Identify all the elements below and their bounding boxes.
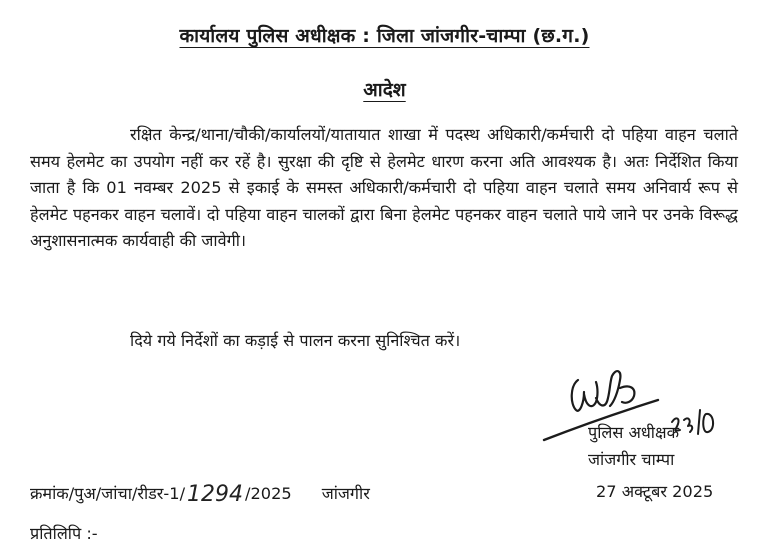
office-title: कार्यालय पुलिस अधीक्षक : जिला जांजगीर-चाम्पा (छ.ग.) (179, 25, 590, 47)
reference-number: 1294 (187, 482, 244, 507)
reference-prefix: क्रमांक/पुअ/जांचा/रीडर-1/ (30, 484, 186, 503)
reference-suffix: /2025 (245, 484, 292, 503)
reference-line (30, 480, 370, 505)
order-paragraph (30, 122, 738, 255)
copy-to-label: प्रतिलिपि :- (30, 524, 98, 543)
order-date: 27 अक्टूबर 2025 (596, 482, 714, 501)
order-paragraph-text: रक्षित केन्द्र/थाना/चौकी/कार्यालयों/यातायात शाखा में पदस्थ अधिकारी/कर्मचारी दो पहिया वाहन चलाते समय हेलमेट का उपयोग नहीं कर रहें है। सुरक्षा की दृष्टि से हेलमेट धारण करना अति आवश्यक है। अतः निर्देशित किया जाता है कि 01 नवम्बर 2025 से इकाई के समस्त अधिकारी/कर्मचारी दो पहिया वाहन चलाते समय अनिवार्य रूप से हेलमेट पहनकर वाहन चलावें। दो पहिया वाहन चालकों द्वारा बिना हेलमेट पहनकर वाहन चलाते पाये जाने पर उनके विरूद्ध अनुशासनात्मक कार्यवाही की जावेगी। (30, 125, 738, 250)
order-heading: आदेश (363, 79, 406, 101)
reference-place: जांजगीर (321, 484, 370, 503)
compliance-instruction: दिये गये निर्देशों का कड़ाई से पालन करना सुनिश्चित करें। (130, 331, 461, 350)
signatory-designation: पुलिस अधीक्षक (588, 423, 680, 442)
signatory-district: जांजगीर चाम्पा (588, 450, 675, 469)
